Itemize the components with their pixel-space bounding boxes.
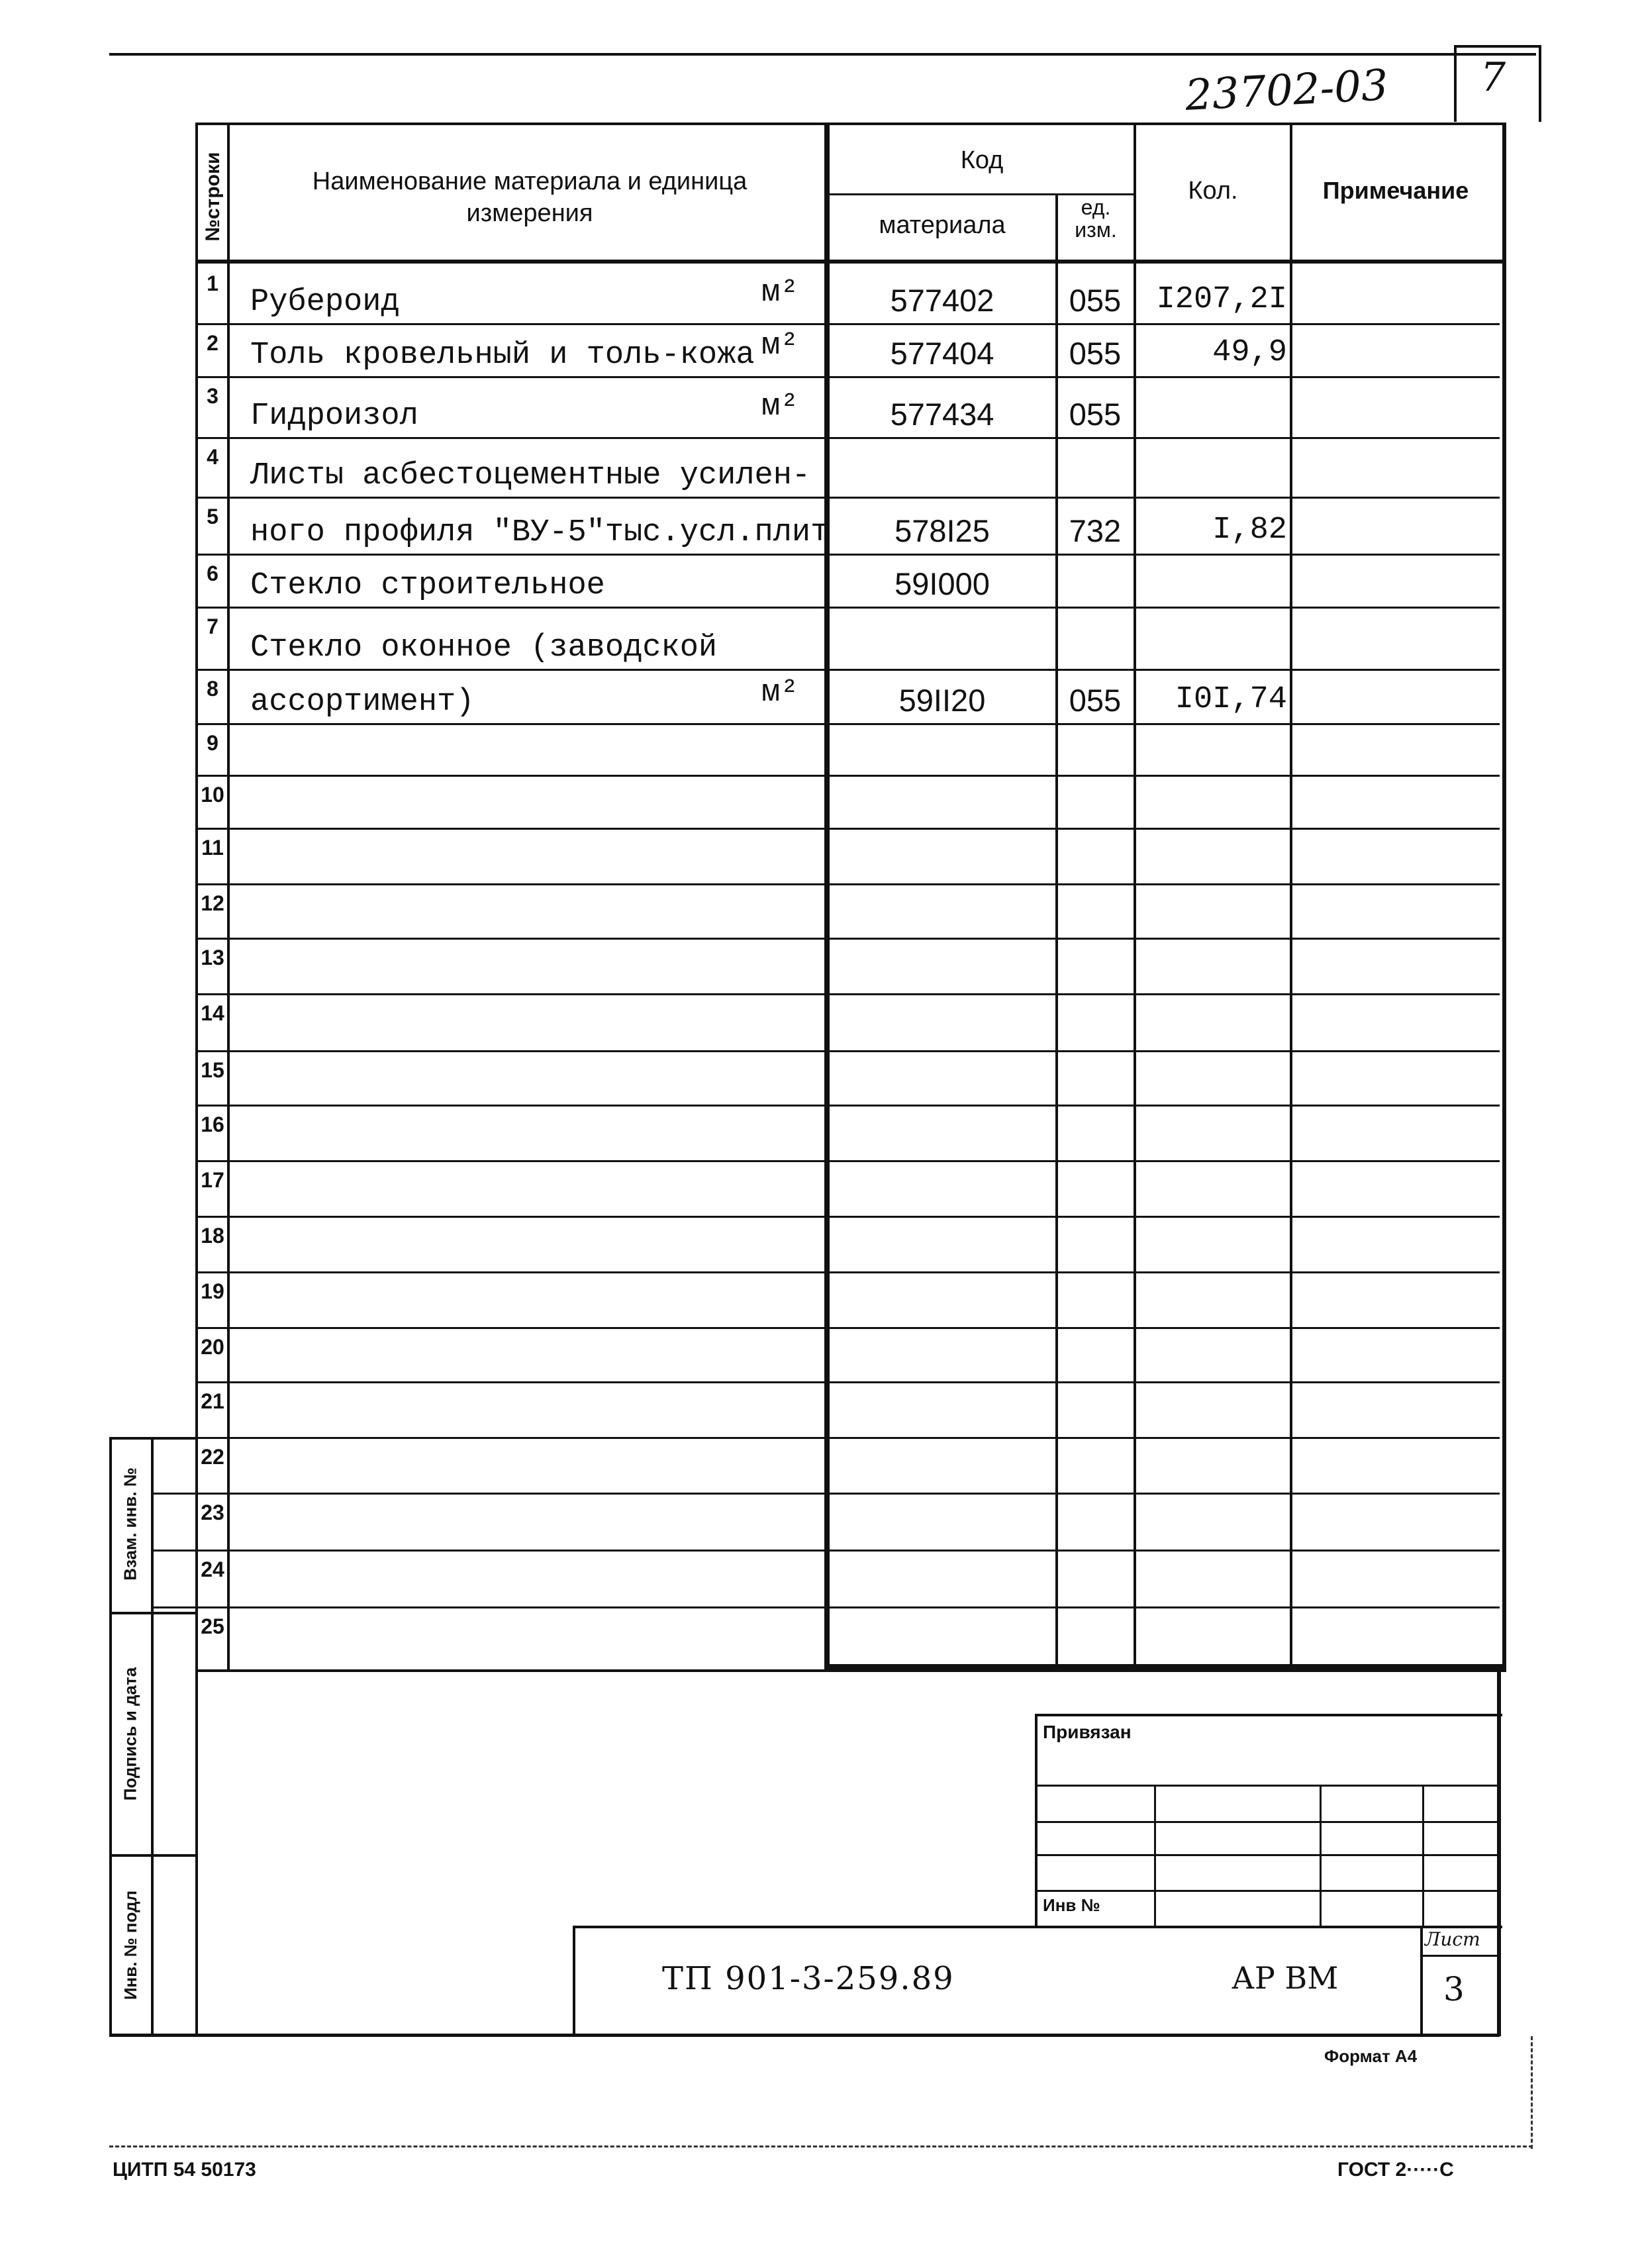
side-mid-line [151, 1437, 154, 2036]
row-number: 20 [201, 1335, 224, 1359]
row-divider [195, 497, 1500, 499]
header-note: Примечание [1322, 177, 1469, 204]
unit-code: 055 [1069, 397, 1122, 432]
row-divider [195, 1327, 1500, 1329]
privyazan-line-1 [1035, 1785, 1500, 1787]
material-code: 59II20 [898, 683, 986, 718]
row-divider [195, 1050, 1500, 1052]
row-divider [195, 1216, 1500, 1218]
row-divider [195, 669, 1500, 671]
row-divider [195, 828, 1500, 830]
sheet-code: 23702-03 [1184, 61, 1390, 121]
row-number: 24 [201, 1557, 224, 1581]
format-note: Формат А4 [1324, 2046, 1418, 2066]
dashed-edge [1531, 2036, 1533, 2149]
material-name: ного профиля "ВУ-5"тыс.усл.плит [250, 515, 830, 550]
row-number: 3 [207, 384, 218, 408]
quantity: 49,9 [1212, 335, 1287, 370]
header-bottom-line [195, 260, 1502, 264]
row-divider [152, 1550, 1500, 1552]
row-number: 19 [201, 1279, 224, 1303]
inv-no-label: Инв № [1043, 1895, 1100, 1915]
privyazan-vline-1 [1154, 1785, 1156, 1926]
footer-left: ЦИТП 54 50173 [113, 2159, 256, 2181]
quantity: I,82 [1212, 513, 1287, 548]
side-podpis: Подпись и дата [120, 1667, 140, 1801]
row-number: 4 [207, 445, 218, 469]
quantity: I207,2I [1156, 282, 1287, 317]
data-bottom-border [824, 1664, 1502, 1669]
unit-code: 055 [1069, 283, 1122, 318]
row-number: 13 [201, 946, 224, 969]
row-number: 15 [201, 1058, 224, 1082]
header-unit: ед. изм. [1075, 195, 1117, 242]
side-vzam: Взам. инв. № [120, 1467, 140, 1581]
privyazan-line-4 [1035, 1890, 1500, 1892]
row-divider [152, 1437, 1500, 1439]
page-number: 7 [1480, 54, 1506, 101]
row-number: 23 [201, 1501, 224, 1524]
list-col-line [1420, 1926, 1423, 2034]
material-name: Стекло оконное (заводской [250, 630, 718, 666]
privyazan-vline-2 [1320, 1785, 1322, 1926]
doc-section: АР ВМ [1232, 1960, 1339, 1996]
list-label: Лист [1425, 1928, 1480, 1950]
row-number: 8 [207, 677, 218, 701]
row-divider [195, 323, 1500, 325]
row-number: 22 [201, 1445, 224, 1469]
doc-code: ТП 901-3-259.89 [662, 1960, 955, 1997]
frame-left-lower [195, 1669, 198, 2036]
dashed-bottom [109, 2145, 1533, 2147]
row-number: 12 [201, 891, 224, 915]
row-number: 9 [207, 731, 218, 755]
row-number: 16 [201, 1112, 224, 1136]
privyazan-line-3 [1035, 1854, 1500, 1856]
header-qty: Кол. [1188, 177, 1238, 205]
privyazan-vline-3 [1422, 1785, 1424, 1926]
row-number: 18 [201, 1224, 224, 1248]
header-name: Наименование материала и единица измерения [312, 168, 748, 227]
material-name: Стекло строительное [250, 568, 605, 603]
row-divider [195, 1160, 1500, 1162]
row-divider [195, 993, 1500, 995]
top-rule [109, 53, 1536, 56]
row-number: 17 [201, 1168, 224, 1192]
unit-code: 055 [1069, 336, 1122, 371]
material-name: Листы асбестоцементные усилен- [250, 458, 811, 493]
list-number: 3 [1443, 1970, 1465, 2008]
material-code: 577434 [890, 397, 994, 432]
side-inv: Инв. № подл [121, 1890, 140, 2000]
row-divider [195, 938, 1500, 940]
header-code: Код [960, 146, 1004, 174]
material-code: 577404 [890, 336, 994, 371]
material-code: 59I000 [894, 566, 990, 601]
material-name: Гидроизол [250, 399, 418, 434]
row-number: 25 [201, 1614, 224, 1638]
material-name: ассортимент) [250, 685, 475, 720]
row-divider [195, 437, 1500, 439]
row-divider [195, 607, 1500, 609]
row-number: 7 [207, 615, 218, 638]
row-divider [195, 883, 1500, 885]
material-code: 577402 [890, 283, 994, 318]
privyazan-label: Привязан [1043, 1722, 1132, 1742]
unit-symbol: м² [761, 389, 799, 424]
unit-symbol: м² [761, 275, 799, 311]
material-name: Рубероид [250, 285, 400, 320]
row-number: 2 [207, 331, 218, 355]
row-divider [195, 554, 1500, 556]
row-divider [152, 1493, 1500, 1495]
unit-code: 055 [1069, 683, 1122, 718]
row-number: 5 [207, 505, 218, 528]
unit-code: 732 [1069, 513, 1122, 548]
row-divider [195, 1105, 1500, 1107]
row-divider [152, 1606, 1500, 1608]
row-divider [195, 723, 1500, 725]
row-number: 11 [201, 836, 224, 860]
unit-symbol: м² [761, 675, 799, 711]
row-number: 6 [207, 562, 218, 585]
material-name: Толь кровельный и толь-кожа [250, 338, 755, 373]
header-row-no: №строки [202, 152, 224, 242]
row-divider [195, 1381, 1500, 1383]
row-divider [195, 775, 1500, 777]
row-divider [195, 376, 1500, 378]
privyazan-line-2 [1035, 1821, 1500, 1823]
quantity: I0I,74 [1175, 682, 1287, 717]
material-code: 578I25 [894, 513, 990, 548]
header-material: материала [879, 211, 1006, 239]
unit-symbol: м² [761, 328, 799, 364]
row-divider [195, 1271, 1500, 1273]
row-number: 10 [201, 783, 224, 807]
row-number: 21 [201, 1389, 224, 1413]
footer-right: ГОСТ 2·····С [1337, 2159, 1454, 2181]
row-number: 1 [207, 271, 218, 295]
list-label-line [1420, 1955, 1500, 1957]
row-number: 14 [201, 1001, 224, 1025]
